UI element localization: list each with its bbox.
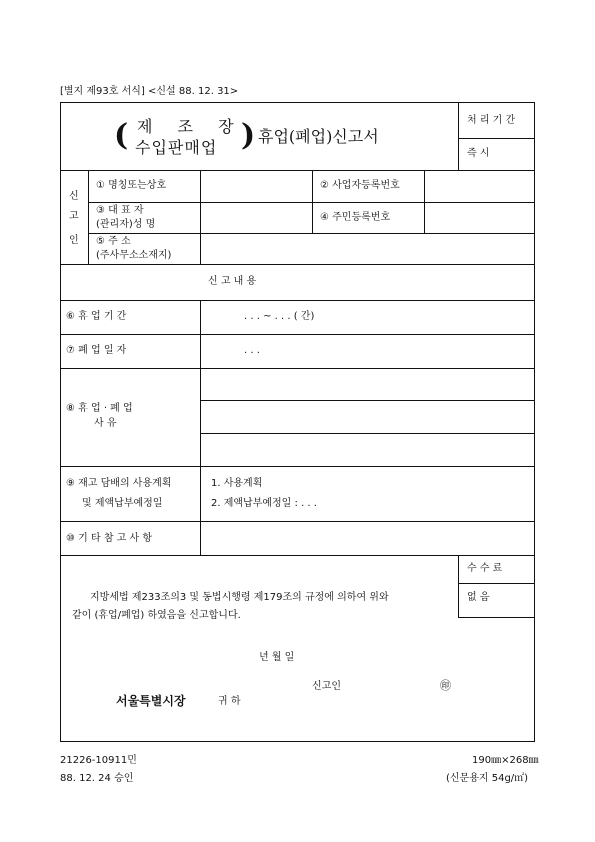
field-rep-label-1: ③ 대 표 자: [96, 205, 144, 216]
reason-label-2: 사 유: [94, 418, 117, 429]
footer-approval: 88. 12. 24 승인: [60, 773, 134, 784]
stock-plan-value-2: 2. 제액납부예정일 : . . .: [211, 498, 317, 509]
shutdown-date-value: . . .: [244, 345, 260, 356]
processing-value: 즉 시: [467, 148, 490, 159]
fee-label: 수 수 료: [467, 563, 503, 574]
footer-paper: (신문용지 54g/㎡): [446, 773, 529, 784]
date-line: 년 월 일: [259, 652, 295, 663]
field-bizno-label: ② 사업자등록번호: [320, 180, 400, 191]
reporter-label-3: 인: [69, 235, 79, 246]
processing-label: 처 리 기 간: [467, 115, 516, 126]
statement-line-1: 지방세법 제233조의3 및 동법시행령 제179조의 규정에 의하여 위와: [90, 592, 389, 603]
reason-label-1: ⑧ 휴 업 · 폐 업: [66, 403, 133, 414]
stock-plan-value-1: 1. 사용계획: [211, 478, 263, 489]
field-rrn-label: ④ 주민등록번호: [320, 212, 391, 223]
other-notes-label: ⑩ 기 타 참 고 사 항: [66, 533, 152, 544]
shutdown-date-label: ⑦ 폐 업 일 자: [66, 345, 127, 356]
signer-label: 신고인: [312, 681, 341, 692]
frame-right: [534, 102, 535, 742]
field-rep-label-2: (관리자)성 명: [96, 219, 156, 230]
footer-code: 21226-10911민: [60, 755, 137, 766]
field-address-label-1: ⑤ 주 소: [96, 236, 131, 247]
reporter-label-1: 신: [69, 191, 79, 202]
seal-mark: ㊞: [440, 679, 451, 692]
title-word-top: 제 조 장: [137, 117, 244, 136]
title-paren-right: ): [241, 118, 256, 153]
stock-plan-label-2: 및 제액납부예정일: [82, 498, 163, 509]
stock-plan-label-1: ⑨ 재고 담배의 사용계획: [66, 478, 172, 489]
closure-period-label: ⑥ 휴 업 기 간: [66, 311, 127, 322]
footer-size: 190㎜×268㎜: [472, 755, 539, 766]
field-address-label-2: (주사무소소재지): [96, 250, 172, 261]
form-tag: [별지 제93호 서식] <신설 88. 12. 31>: [60, 86, 239, 97]
frame-left: [60, 102, 61, 742]
statement-line-2: 같이 (휴업/폐업) 하였음을 신고합니다.: [72, 610, 241, 621]
section-header: 신 고 내 용: [208, 276, 257, 287]
title-paren-left: (: [114, 118, 129, 153]
reporter-label-2: 고: [69, 211, 79, 222]
title-word-bottom: 수입판매업: [135, 138, 218, 157]
fee-value: 없 음: [467, 592, 490, 603]
addressee: 서울특별시장: [116, 694, 186, 708]
frame-bottom: [60, 741, 535, 742]
field-name-label: ① 명칭또는상호: [96, 180, 167, 191]
page-title: 휴업(폐업)신고서: [258, 127, 379, 146]
addressee-suffix: 귀 하: [218, 696, 241, 707]
frame-top: [60, 102, 535, 103]
closure-period-value: . . . ~ . . . ( 간): [244, 311, 315, 322]
